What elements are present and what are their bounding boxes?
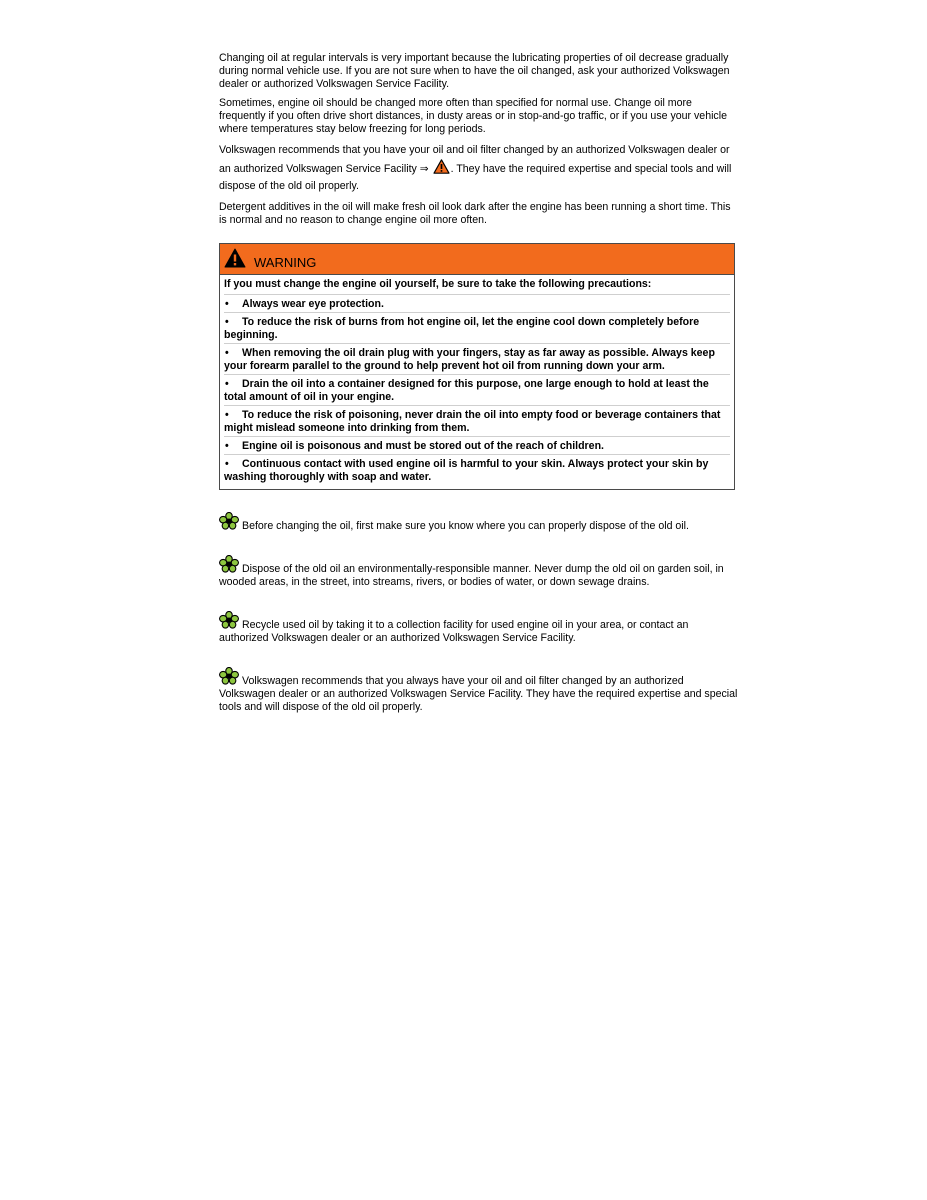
warning-triangle-icon[interactable]: [433, 159, 450, 174]
environment-notes: [219, 512, 739, 533]
recommend-text-before: Volkswagen recommends that you have your oil and oil filter changed by an authorized Volkswagen dealer or an authorized Volkswagen Service Facility ⇒: [219, 144, 730, 175]
bullet: •: [225, 409, 229, 421]
environment-flower-icon: [219, 611, 239, 629]
bullet: •: [225, 440, 229, 452]
intro-paragraph-1: Changing oil at regular intervals is very important because the lubricating properties of oil decrease gradually during normal vehicle use. If you are not sure when to have the oil changed, ask your authorized Volkswagen dealer or authorized Volkswagen Service Facility.: [219, 52, 730, 90]
environment-note-text: Volkswagen recommends that you always have your oil and oil filter changed by an authorized Volkswagen dealer or an authorized Volkswagen Service Facility. They have the required expertise and special tools and will dispose of the old oil properly.: [219, 675, 738, 713]
bullet: •: [225, 378, 229, 390]
environment-flower-icon: [219, 555, 239, 573]
environment-note: [219, 555, 739, 589]
warning-item-text: Continuous contact with used engine oil is harmful to your skin. Always protect your skin by washing thoroughly with soap and water.: [224, 458, 709, 483]
warning-body: [220, 275, 734, 489]
warning-box: [219, 243, 735, 490]
warning-triangle-icon: [224, 248, 246, 268]
environment-flower-icon: [219, 512, 239, 530]
environment-note-block: [219, 611, 739, 645]
bullet: •: [225, 347, 229, 359]
environment-flower-icon: [219, 667, 239, 685]
warning-header: [220, 244, 734, 275]
environment-note-block: [219, 555, 739, 589]
recommend-paragraph: [219, 142, 739, 195]
warning-item-text: Engine oil is poisonous and must be stored out of the reach of children.: [242, 440, 604, 452]
warning-item: [224, 406, 730, 437]
environment-note-text: Before changing the oil, first make sure you know where you can properly dispose of the old oil.: [242, 520, 689, 532]
warning-intro: If you must change the engine oil yourself, be sure to take the following precautions:: [224, 278, 730, 295]
environment-note: [219, 512, 739, 533]
warning-item-text: To reduce the risk of burns from hot engine oil, let the engine cool down completely before beginning.: [224, 316, 700, 341]
bullet: •: [225, 298, 229, 310]
warning-item: [224, 437, 730, 455]
intro-paragraph-2: Sometimes, engine oil should be changed more often than specified for normal use. Change oil more frequently if you often drive short distances, in dusty areas or in stop-and-go traffic, or if you use your vehicle where temperatures stay below freezing for long periods.: [219, 97, 727, 135]
detergent-paragraph: Detergent additives in the oil will make fresh oil look dark after the engine has been running a short time. This is normal and no reason to change engine oil more often.: [219, 201, 731, 226]
warning-item: [224, 344, 730, 375]
environment-note-text: Dispose of the old oil an environmentally-responsible manner. Never dump the old oil on garden soil, in wooded areas, in the street, into streams, rivers, or bodies of water, or down sewage drains.: [219, 563, 724, 588]
warning-item-text: When removing the oil drain plug with your fingers, stay as far away as possible. Always keep your forearm parallel to the ground to help prevent hot oil from running down your arm.: [224, 347, 715, 372]
environment-note-block: [219, 667, 739, 714]
warning-item: [224, 295, 730, 313]
warning-item-text: Drain the oil into a container designed for this purpose, one large enough to hold at least the total amount of oil in your engine.: [224, 378, 709, 403]
warning-item-text: Always wear eye protection.: [242, 298, 384, 310]
environment-note-text: Recycle used oil by taking it to a collection facility for used engine oil in your area, or contact an authorized Volkswagen dealer or an authorized Volkswagen Service Facility.: [219, 619, 689, 644]
warning-title: WARNING: [254, 254, 317, 270]
manual-page: [219, 52, 739, 714]
bullet: •: [225, 316, 229, 328]
warning-item: [224, 313, 730, 344]
warning-item-text: To reduce the risk of poisoning, never drain the oil into empty food or beverage containers that might mislead someone into drinking from them.: [224, 409, 721, 434]
environment-note: [219, 611, 739, 645]
recommend-text-after: . They have the required expertise and special tools and will dispose of the old oil properly.: [219, 163, 732, 192]
warning-item: [224, 455, 730, 485]
warning-item: [224, 375, 730, 406]
environment-note: [219, 667, 739, 714]
bullet: •: [225, 458, 229, 470]
